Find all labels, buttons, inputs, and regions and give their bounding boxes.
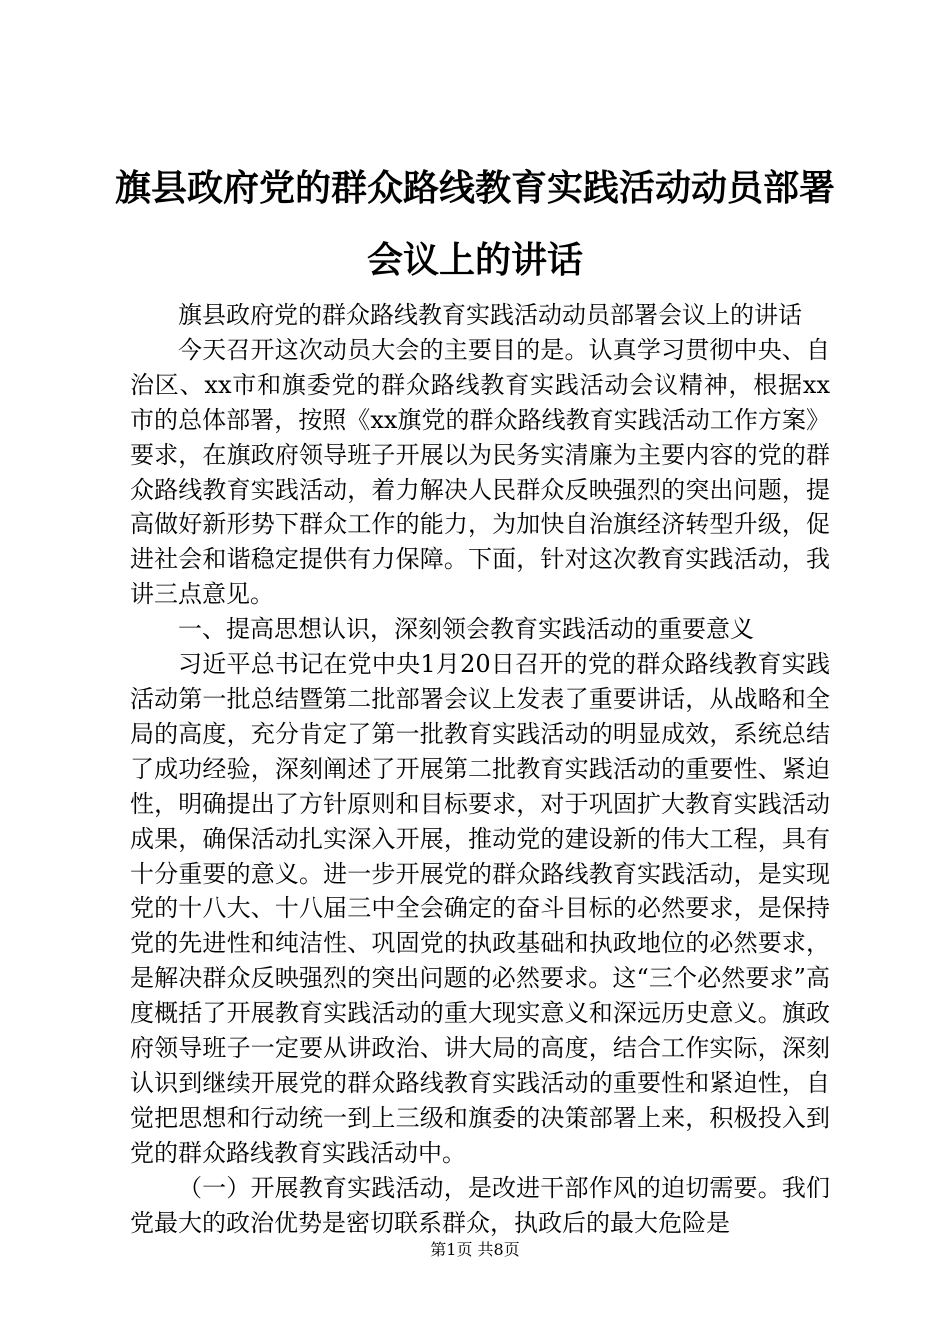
- paragraph-subsection-1: （一）开展教育实践活动，是改进干部作风的迫切需要。我们党最大的政治优势是密切联系群众，执政后的最大危险是: [130, 1173, 830, 1237]
- paragraph-subtitle: 旗县政府党的群众路线教育实践活动动员部署会议上的讲话: [178, 301, 802, 329]
- section-heading-1: 一、提高思想认识，深刻领会教育实践活动的重要意义: [178, 615, 754, 644]
- page-footer: 第1页 共8页: [430, 1240, 520, 1259]
- paragraph-section-1: 习近平总书记在党中央1月20日召开的党的群众路线教育实践活动第一批总结暨第二批部署会议上发表了重要讲话，从战略和全局的高度，充分肯定了第一批教育实践活动的明显成效，系统总结了成功经验，深刻阐述了开展第二批教育实践活动的重要性、紧迫性，明确提出了方针原则和目标要求，对于巩固扩大教育实践活动成果，确保活动扎实深入开展，推动党的建设新的伟大工程，具有十分重要的意义。进一步开展党的群众路线教育实践活动，是实现党的十八大、十八届三中全会确定的奋斗目标的必然要求，是保持党的先进性和纯洁性、巩固党的执政基础和执政地位的必然要求，是解决群众反映强烈的突出问题的必然要求。这“三个必然要求”高度概括了开展教育实践活动的重大现实意义和深远历史意义。旗政府领导班子一定要从讲政治、讲大局的高度，结合工作实际，深刻认识到继续开展党的群众路线教育实践活动的重要性和紧迫性，自觉把思想和行动统一到上三级和旗委的决策部署上来，积极投入到党的群众路线教育实践活动中。: [130, 650, 830, 1167]
- document-body: [130, 298, 830, 1240]
- document-title: 旗县政府党的群众路线教育实践活动动员部署会议上的讲话: [115, 167, 836, 281]
- paragraph-intro: 今天召开这次动员大会的主要目的是。认真学习贯彻中央、自治区、xx市和旗委党的群众路线教育实践活动会议精神，根据xx市的总体部署，按照《xx旗党的群众路线教育实践活动工作方案》要求，在旗政府领导班子开展以为民务实清廉为主要内容的党的群众路线教育实践活动，着力解决人民群众反映强烈的突出问题，提高做好新形势下群众工作的能力，为加快自治旗经济转型升级，促进社会和谐稳定提供有力保障。下面，针对这次教育实践活动，我讲三点意见。: [130, 335, 830, 609]
